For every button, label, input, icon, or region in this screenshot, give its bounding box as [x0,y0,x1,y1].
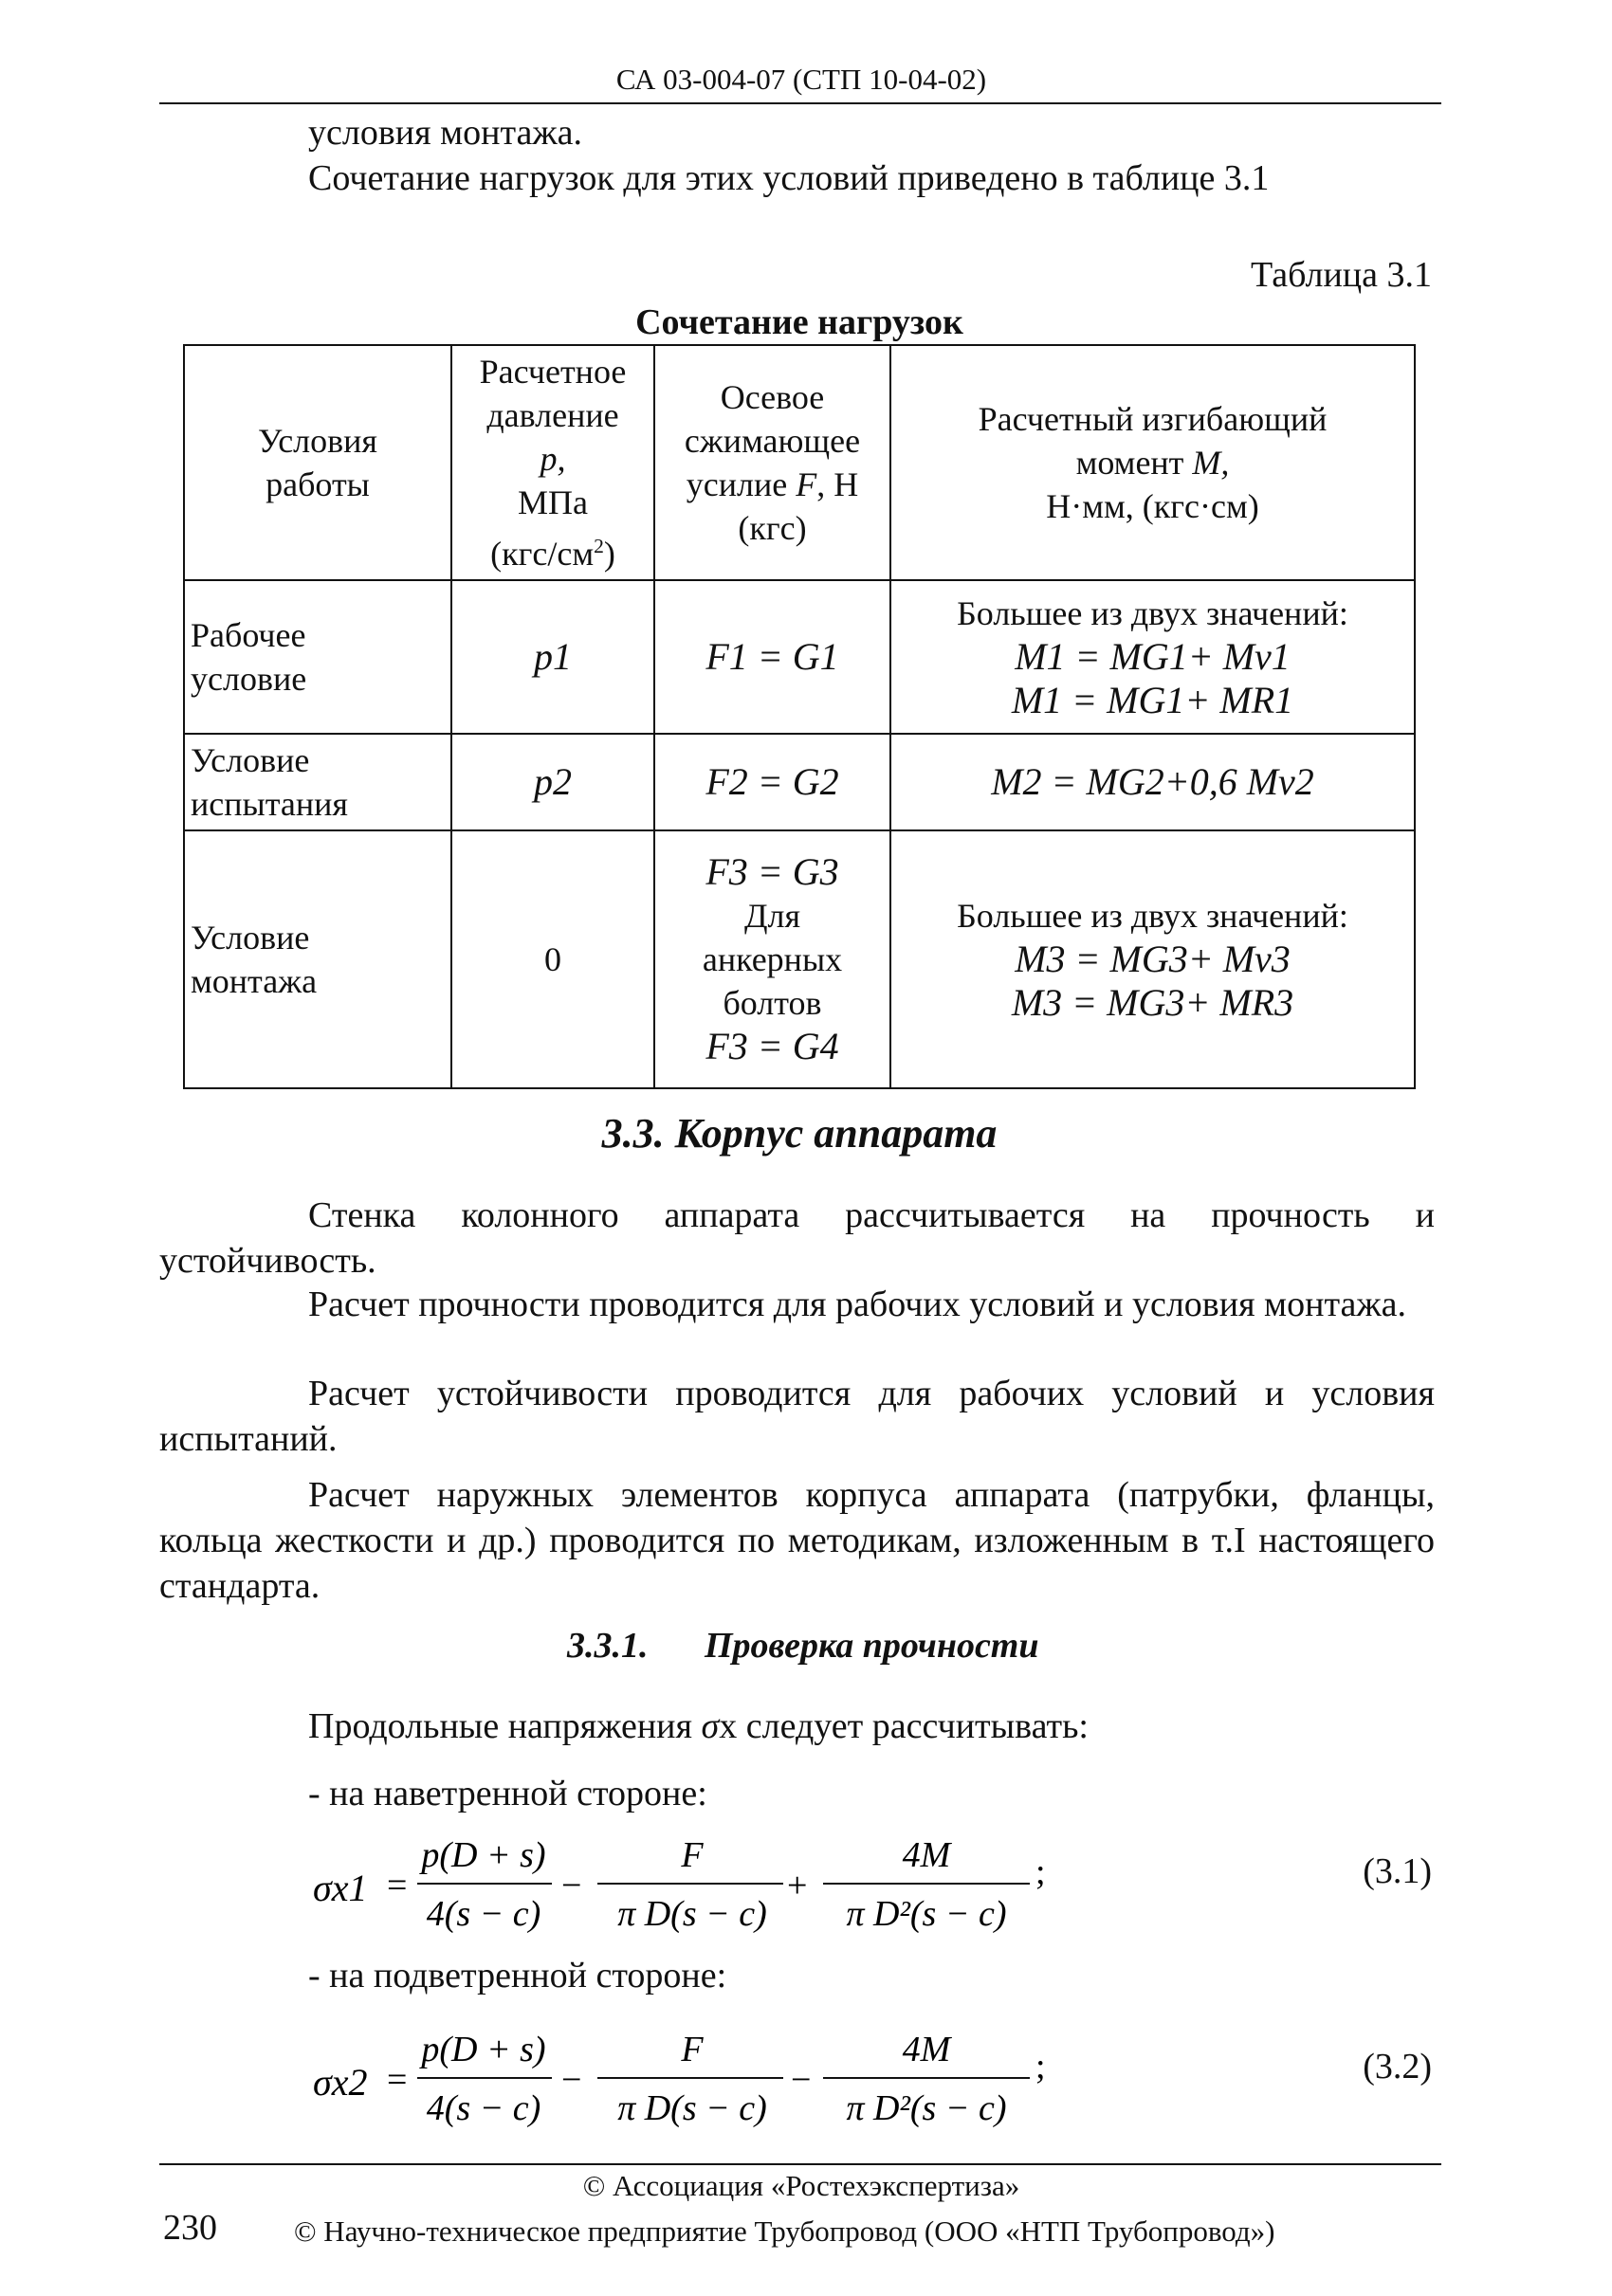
row-working-moment: Большее из двух значений: M1 = MG1+ Mv1 M1 = MG1+ MR1 [890,580,1415,734]
eq1-minus: − [561,1866,582,1905]
table-row-test [184,734,1415,830]
row-working-force: F1 = G1 [654,580,890,734]
eq2-term3-numerator: 4M [902,2030,951,2069]
eq2-equals: = [387,2060,408,2100]
header-conditions: Условия работы [184,345,451,580]
table-row-working [184,580,1415,734]
row-working-pressure: p1 [451,580,654,734]
eq2-term1-numerator: p(D + s) [421,2030,546,2069]
eq1-term3-denominator: π D²(s − c) [846,1894,1007,1934]
eq2-term2-numerator: F [681,2030,704,2069]
page-number: 230 [163,2208,217,2248]
table-row-installation [184,830,1415,1088]
eq1-lhs: σx1 [313,1867,368,1909]
eq2-semicolon: ; [1035,2047,1046,2086]
section-paragraph-1: Стенка колонного аппарата рассчитывается на прочность и устойчивость. [159,1195,1435,1281]
document-code-header: СА 03-004-07 (СТП 10-04-02) [615,63,987,96]
row-installation-pressure: 0 [451,830,654,1088]
eq1-term1-numerator: p(D + s) [421,1835,546,1875]
eq2-minus: − [561,2060,582,2100]
row-test-force: F2 = G2 [654,734,890,830]
table-number: Таблица 3.1 [1250,255,1432,295]
header-rule [159,102,1441,104]
footer-rule [159,2163,1441,2165]
row-test-moment: M2 = MG2+0,6 Mv2 [890,734,1415,830]
header-pressure: Расчетное давление p, МПа $(кгс/см^2)$ [451,345,654,580]
section-paragraph-4: Расчет наружных элементов корпуса аппарата (патрубки, фланцы, кольца жесткости и др.) проводится по методикам, изложенным в т.I настоящего стандарта. [159,1475,1435,1606]
equation-3-2-number: (3.2) [1363,2047,1432,2086]
equation-3-1 [303,1825,1441,1939]
eq1-equals: = [387,1866,408,1905]
equation-3-1-number: (3.1) [1363,1851,1432,1891]
footer-copyright-1: © Ассоциация «Ростехэкспертиза» [582,2169,1020,2202]
eq2-lhs: σx2 [313,2061,368,2104]
eq1-semicolon: ; [1035,1852,1046,1892]
row-test-pressure: p2 [451,734,654,830]
eq2-term2-denominator: π D(s − c) [617,2088,767,2128]
leeward-label: - на подветренной стороне: [308,1956,727,1995]
eq2-operator: − [791,2060,812,2100]
text-line-2: Сочетание нагрузок для этих условий приведено в таблице 3.1 [308,158,1270,198]
row-installation-force: F3 = G3 Для анкерных болтов F3 = G4 [654,830,890,1088]
eq1-term2-numerator: F [681,1835,704,1875]
equation-3-2 [303,2019,1441,2133]
eq1-term1-denominator: 4(s − c) [426,1894,541,1934]
section-paragraph-2: Расчет прочности проводится для рабочих условий и условия монтажа. [308,1285,1406,1324]
row-working-condition: Рабочее условие [184,580,451,734]
stress-intro: Продольные напряжения σх следует рассчитывать: [308,1706,1089,1746]
eq1-term2-denominator: π D(s − c) [617,1894,767,1934]
header-axial-force: Осевое сжимающее усилие F, Н (кгс) [654,345,890,580]
section-paragraph-3: Расчет устойчивости проводится для рабочих условий и условия испытаний. [159,1374,1435,1459]
text-line-1: условия монтажа. [308,113,583,153]
table-title: Сочетание нагрузок [635,302,963,342]
subsection-title: Проверка прочности [705,1626,1039,1666]
row-test-condition: Условие испытания [184,734,451,830]
row-installation-condition: Условие монтажа [184,830,451,1088]
eq1-term3-numerator: 4M [902,1835,951,1875]
eq2-term3-denominator: π D²(s − c) [846,2088,1007,2128]
footer-copyright-2: © Научно-техническое предприятие Трубопровод (ООО «НТП Трубопровод») [294,2214,1275,2248]
eq1-operator: + [787,1866,808,1905]
windward-label: - на наветренной стороне: [308,1774,707,1813]
row-installation-moment: Большее из двух значений: M3 = MG3+ Mv3 M3 = MG3+ MR3 [890,830,1415,1088]
section-title: 3.3. Корпус аппарата [601,1110,998,1157]
table-header-row [184,345,1415,580]
subsection-number: 3.3.1. [567,1626,649,1666]
header-bending-moment: Расчетный изгибающий момент М, Н·мм, (кгс·см) [890,345,1415,580]
loads-table [183,344,1416,1089]
eq2-term1-denominator: 4(s − c) [426,2088,541,2128]
